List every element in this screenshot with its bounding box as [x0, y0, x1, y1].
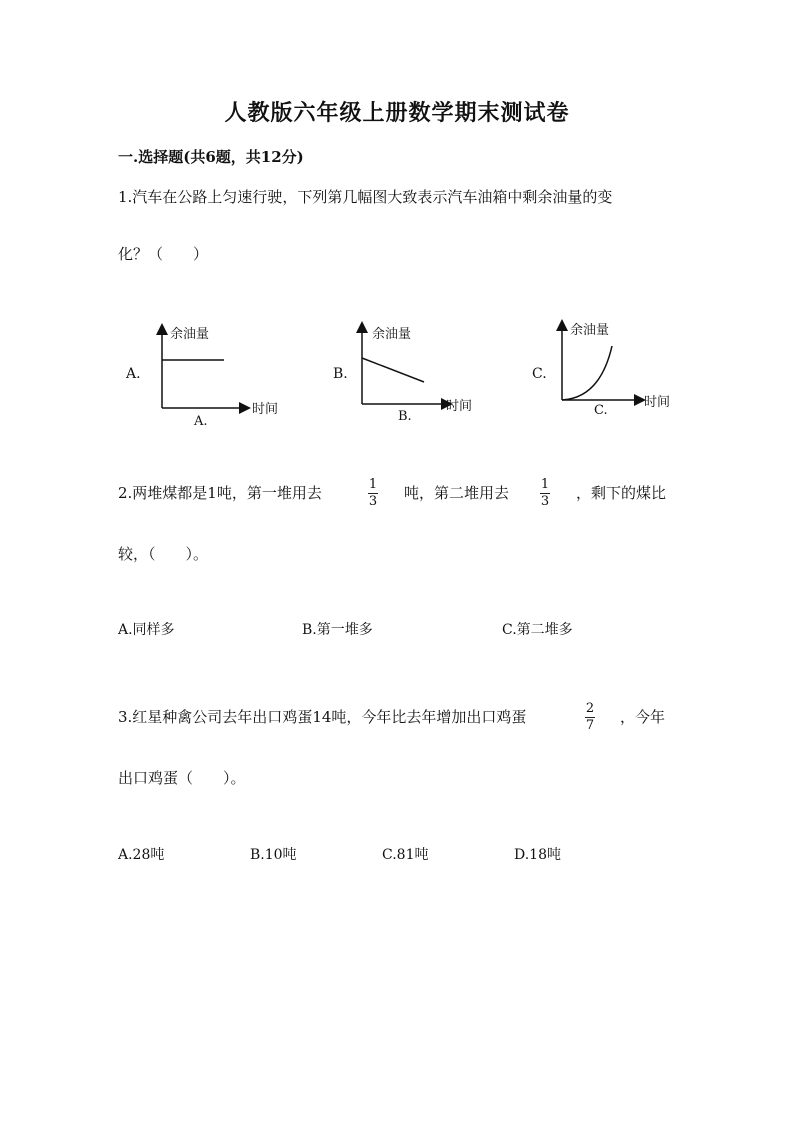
question-3-option-a[interactable]: A.28吨: [118, 847, 165, 863]
question-3-option-b[interactable]: B.10吨: [250, 847, 297, 863]
question-2-fraction-2: [540, 478, 550, 509]
question-2-text: 2.两堆煤都是1吨，第一堆用去: [118, 484, 322, 502]
graph-a-xlabel: 时间: [252, 402, 279, 417]
fraction-numerator: 1: [540, 477, 550, 492]
section-heading: 一.选择题(共6题，共12分): [118, 148, 304, 166]
graph-a-ylabel: 余油量: [170, 327, 210, 342]
graph-b-ylabel: 余油量: [372, 327, 412, 342]
graph-b-caption: B.: [398, 409, 412, 424]
graph-b-xlabel: 时间: [446, 399, 473, 414]
fraction-denominator: 3: [368, 494, 378, 509]
page-title: 人教版六年级上册数学期末测试卷: [224, 100, 570, 126]
question-3-text-cont: 出口鸡蛋（ ）。: [118, 769, 246, 787]
fraction-denominator: 3: [540, 494, 550, 509]
question-2-option-b[interactable]: B.第一堆多: [302, 622, 373, 638]
fraction-denominator: 7: [585, 718, 595, 733]
graph-c-xlabel: 时间: [644, 395, 671, 410]
graph-c-prefix: C.: [532, 366, 547, 382]
graph-b-prefix: B.: [333, 366, 348, 382]
graph-c-curve: [562, 346, 612, 400]
question-1-text: 1.汽车在公路上匀速行驶，下列第几幅图大致表示汽车油箱中剩余油量的变: [118, 188, 613, 206]
graph-c-ylabel: 余油量: [570, 323, 610, 338]
question-3-text: 3.红星种禽公司去年出口鸡蛋14吨，今年比去年增加出口鸡蛋: [118, 708, 527, 726]
question-2-option-a[interactable]: A.同样多: [118, 622, 175, 638]
question-1-text-cont: 化？（ ）: [118, 245, 209, 263]
graph-b-curve: [362, 358, 424, 382]
question-3-option-c[interactable]: C.81吨: [382, 847, 429, 863]
question-2-fraction-1: [368, 478, 378, 509]
question-2-option-c[interactable]: C.第二堆多: [502, 622, 573, 638]
question-3-text-end: ，今年: [620, 708, 666, 726]
question-3-option-d[interactable]: D.18吨: [514, 847, 561, 863]
graph-b[interactable]: [350, 316, 490, 431]
question-2-text-cont: 较，（ ）。: [118, 545, 209, 563]
graph-c[interactable]: [550, 314, 690, 429]
fraction-numerator: 1: [368, 477, 378, 492]
graph-a[interactable]: [150, 318, 290, 433]
graph-a-caption: A.: [194, 414, 208, 429]
graph-a-prefix: A.: [126, 366, 141, 382]
question-3-fraction: [585, 702, 595, 733]
question-2-text-mid: 吨，第二堆用去: [404, 484, 510, 502]
fraction-numerator: 2: [585, 701, 595, 716]
graph-c-caption: C.: [594, 403, 608, 418]
question-2-text-end: ，剩下的煤比: [576, 484, 667, 502]
